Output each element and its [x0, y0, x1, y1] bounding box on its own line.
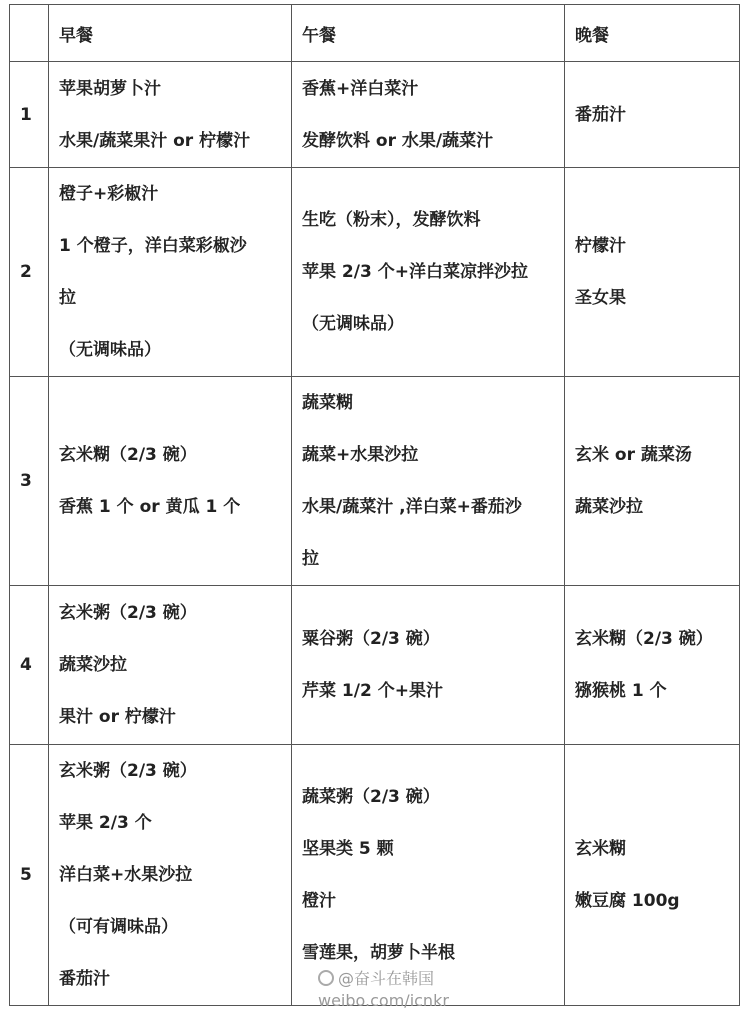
breakfast-cell	[49, 586, 292, 745]
menu-item: 圣女果	[575, 288, 626, 308]
menu-item: 玄米糊	[575, 839, 626, 859]
menu-item: 苹果 2/3 个	[59, 813, 152, 833]
menu-item: 蔬菜沙拉	[59, 655, 127, 675]
lunch-cell	[292, 62, 565, 168]
table-row	[10, 168, 740, 377]
menu-item: 雪莲果，胡萝卜半根	[302, 943, 455, 963]
menu-item: 玄米 or 蔬菜汤	[575, 445, 692, 465]
menu-item: 玄米糊（2/3 碗）	[59, 445, 197, 465]
breakfast-cell	[49, 62, 292, 168]
menu-item: 玄米粥（2/3 碗）	[59, 761, 197, 781]
watermark-handle: @奋斗在韩国	[338, 969, 435, 988]
dinner-cell	[565, 62, 740, 168]
menu-item: 发酵饮料 or 水果/蔬菜汁	[302, 130, 494, 151]
breakfast-cell	[49, 377, 292, 586]
header-num-cell	[10, 5, 49, 62]
menu-item: 蔬菜沙拉	[575, 497, 643, 517]
menu-item: 番茄汁	[575, 104, 626, 125]
lunch-cell	[292, 586, 565, 745]
lunch-cell	[292, 745, 565, 1006]
menu-item: 芹菜 1/2 个+果汁	[302, 681, 443, 701]
menu-item: 玄米粥（2/3 碗）	[59, 603, 197, 623]
menu-item: 苹果 2/3 个+洋白菜凉拌沙拉	[302, 262, 528, 282]
table-row	[10, 62, 740, 168]
row-number: 2	[10, 168, 49, 377]
menu-item: 柠檬汁	[575, 236, 626, 256]
menu-item: 香蕉 1 个 or 黄瓜 1 个	[59, 497, 241, 517]
menu-item: 拉	[59, 288, 76, 308]
breakfast-cell	[49, 745, 292, 1006]
menu-item: 苹果胡萝卜汁	[59, 78, 161, 99]
row-number: 5	[10, 745, 49, 1006]
menu-item: 蔬菜糊	[302, 393, 353, 413]
dinner-cell	[565, 377, 740, 586]
menu-item: 番茄汁	[59, 969, 110, 989]
menu-item: 坚果类 5 颗	[302, 839, 394, 859]
header-row	[10, 5, 740, 62]
weibo-watermark	[318, 968, 449, 1012]
menu-item: 生吃（粉末），发酵饮料	[302, 210, 481, 230]
menu-item: 嫩豆腐 100g	[575, 891, 680, 911]
dinner-cell	[565, 586, 740, 745]
menu-item: 猕猴桃 1 个	[575, 681, 667, 701]
menu-item: 玄米糊（2/3 碗）	[575, 629, 713, 649]
watermark-url: weibo.com/icnkr	[318, 991, 449, 1010]
lunch-cell	[292, 168, 565, 377]
header-breakfast: 早餐	[49, 5, 292, 62]
menu-item: （无调味品）	[302, 314, 404, 334]
row-number: 4	[10, 586, 49, 745]
table-row	[10, 586, 740, 745]
menu-item: 粟谷粥（2/3 碗）	[302, 629, 440, 649]
dinner-cell	[565, 168, 740, 377]
menu-item: 1 个橙子，洋白菜彩椒沙	[59, 236, 247, 256]
meal-plan-table	[9, 4, 740, 1006]
menu-item: （无调味品）	[59, 340, 161, 360]
menu-item: 橙汁	[302, 891, 336, 911]
menu-item: 洋白菜+水果沙拉	[59, 865, 193, 885]
table-row	[10, 745, 740, 1006]
menu-item: 橙子+彩椒汁	[59, 184, 159, 204]
lunch-cell	[292, 377, 565, 586]
menu-item: 水果/蔬菜果汁 or 柠檬汁	[59, 130, 251, 151]
weibo-icon	[318, 970, 334, 986]
table-row	[10, 377, 740, 586]
dinner-cell	[565, 745, 740, 1006]
menu-item: 拉	[302, 549, 319, 569]
breakfast-cell	[49, 168, 292, 377]
header-dinner: 晚餐	[565, 5, 740, 62]
menu-item: 蔬菜+水果沙拉	[302, 445, 419, 465]
header-lunch: 午餐	[292, 5, 565, 62]
menu-item: （可有调味品）	[59, 917, 178, 937]
menu-item: 水果/蔬菜汁 ,洋白菜+番茄沙	[302, 497, 522, 517]
menu-item: 果汁 or 柠檬汁	[59, 707, 176, 727]
row-number: 1	[10, 62, 49, 168]
row-number: 3	[10, 377, 49, 586]
menu-item: 蔬菜粥（2/3 碗）	[302, 787, 440, 807]
menu-item: 香蕉+洋白菜汁	[302, 78, 419, 99]
